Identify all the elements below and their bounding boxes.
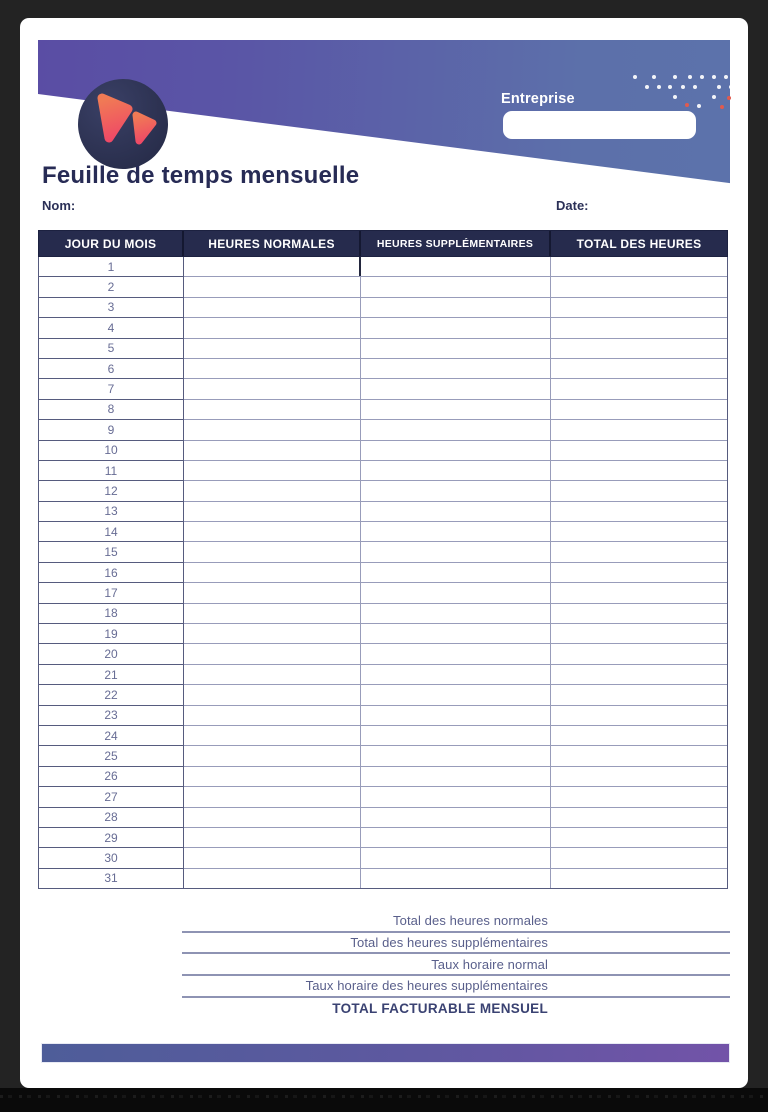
- day-number-cell: 9: [39, 420, 184, 440]
- day-number-cell: 2: [39, 277, 184, 297]
- total-hours-cell[interactable]: [551, 441, 727, 460]
- table-row: [39, 848, 727, 868]
- normal-hours-cell[interactable]: [184, 665, 361, 684]
- table-row: [39, 359, 727, 379]
- day-number-cell: 25: [39, 746, 184, 766]
- total-hours-cell[interactable]: [551, 563, 727, 582]
- overtime-hours-cell[interactable]: [361, 583, 551, 602]
- decor-dot: [633, 75, 637, 79]
- overtime-hours-cell[interactable]: [361, 277, 551, 296]
- table-row: [39, 746, 727, 766]
- day-number-cell: 30: [39, 848, 184, 868]
- decor-dot: [685, 103, 689, 107]
- total-hours-cell[interactable]: [551, 828, 727, 847]
- day-number-cell: 27: [39, 787, 184, 807]
- summary-label: Taux horaire normal: [431, 956, 548, 972]
- total-hours-cell[interactable]: [551, 339, 727, 358]
- overtime-hours-cell[interactable]: [361, 706, 551, 725]
- normal-hours-cell[interactable]: [184, 298, 361, 317]
- overtime-hours-cell[interactable]: [361, 400, 551, 419]
- normal-hours-cell[interactable]: [184, 359, 361, 378]
- footer-gradient-bar: [42, 1044, 729, 1062]
- table-row: [39, 522, 727, 542]
- decor-dot: [652, 75, 656, 79]
- overtime-hours-cell[interactable]: [361, 318, 551, 337]
- table-row: [39, 339, 727, 359]
- table-row: [39, 441, 727, 461]
- timesheet-table: [38, 230, 728, 889]
- company-input[interactable]: [503, 111, 696, 139]
- total-hours-cell[interactable]: [551, 359, 727, 378]
- table-row: [39, 767, 727, 787]
- table-row: [39, 685, 727, 705]
- decor-dot: [724, 75, 728, 79]
- decor-dot: [681, 85, 685, 89]
- day-number-cell: 19: [39, 624, 184, 644]
- table-row: [39, 563, 727, 583]
- normal-hours-cell[interactable]: [184, 277, 361, 296]
- total-hours-cell[interactable]: [551, 257, 727, 276]
- normal-hours-cell[interactable]: [184, 685, 361, 704]
- overtime-hours-cell[interactable]: [361, 563, 551, 582]
- decor-dot: [693, 85, 697, 89]
- column-header: HEURES SUPPLÉMENTAIRES: [361, 231, 551, 256]
- total-hours-cell[interactable]: [551, 318, 727, 337]
- summary-row: [182, 976, 730, 998]
- column-header: TOTAL DES HEURES: [576, 236, 702, 251]
- day-number-cell: 4: [39, 318, 184, 338]
- day-number-cell: 14: [39, 522, 184, 542]
- overtime-hours-cell[interactable]: [361, 869, 551, 888]
- decor-dot: [717, 85, 721, 89]
- total-hours-cell[interactable]: [551, 604, 727, 623]
- normal-hours-cell[interactable]: [184, 461, 361, 480]
- overtime-hours-cell[interactable]: [361, 767, 551, 786]
- day-number-cell: 8: [39, 400, 184, 420]
- day-number-cell: 17: [39, 583, 184, 603]
- day-number-cell: 5: [39, 339, 184, 359]
- total-hours-cell[interactable]: [551, 420, 727, 439]
- day-number-cell: 16: [39, 563, 184, 583]
- summary-row: [182, 954, 730, 976]
- normal-hours-cell[interactable]: [184, 583, 361, 602]
- day-number-cell: 31: [39, 869, 184, 889]
- table-row: [39, 665, 727, 685]
- normal-hours-cell[interactable]: [184, 522, 361, 541]
- decor-dot: [700, 75, 704, 79]
- normal-hours-cell[interactable]: [184, 339, 361, 358]
- table-row: [39, 420, 727, 440]
- table-row: [39, 624, 727, 644]
- overtime-hours-cell[interactable]: [361, 808, 551, 827]
- decor-dot: [697, 104, 701, 108]
- normal-hours-cell[interactable]: [184, 502, 361, 521]
- viewer-bottom-strip: [0, 1088, 768, 1112]
- normal-hours-cell[interactable]: [184, 848, 361, 867]
- day-number-cell: 18: [39, 604, 184, 624]
- summary-value-area[interactable]: [548, 911, 730, 931]
- brand-logo-icon: [78, 79, 168, 169]
- summary-row: [182, 998, 730, 1020]
- summary-label: TOTAL FACTURABLE MENSUEL: [332, 1001, 548, 1017]
- table-row: [39, 277, 727, 297]
- total-hours-cell[interactable]: [551, 848, 727, 867]
- decor-dot: [712, 95, 716, 99]
- decor-dot: [645, 85, 649, 89]
- overtime-hours-cell[interactable]: [361, 502, 551, 521]
- table-row: [39, 481, 727, 501]
- total-hours-cell[interactable]: [551, 298, 727, 317]
- column-header: JOUR DU MOIS: [39, 231, 184, 256]
- normal-hours-cell[interactable]: [184, 257, 361, 276]
- day-number-cell: 7: [39, 379, 184, 399]
- overtime-hours-cell[interactable]: [361, 257, 551, 276]
- table-row: [39, 726, 727, 746]
- total-hours-cell[interactable]: [551, 583, 727, 602]
- page-title: Feuille de temps mensuelle: [42, 162, 360, 189]
- name-label: Nom:: [42, 198, 76, 213]
- total-hours-cell[interactable]: [551, 808, 727, 827]
- normal-hours-cell[interactable]: [184, 400, 361, 419]
- total-hours-cell[interactable]: [551, 767, 727, 786]
- decor-dot: [657, 85, 661, 89]
- table-row: [39, 787, 727, 807]
- summary-row: [182, 933, 730, 955]
- total-hours-cell[interactable]: [551, 400, 727, 419]
- normal-hours-cell[interactable]: [184, 869, 361, 888]
- overtime-hours-cell[interactable]: [361, 604, 551, 623]
- decor-dot: [673, 75, 677, 79]
- normal-hours-cell[interactable]: [184, 318, 361, 337]
- total-hours-cell[interactable]: [551, 277, 727, 296]
- normal-hours-cell[interactable]: [184, 563, 361, 582]
- overtime-hours-cell[interactable]: [361, 481, 551, 500]
- overtime-hours-cell[interactable]: [361, 787, 551, 806]
- decor-dot: [729, 85, 733, 89]
- overtime-hours-cell[interactable]: [361, 644, 551, 663]
- table-row: [39, 869, 727, 888]
- normal-hours-cell[interactable]: [184, 481, 361, 500]
- overtime-hours-cell[interactable]: [361, 298, 551, 317]
- overtime-hours-cell[interactable]: [361, 624, 551, 643]
- decor-dot: [688, 75, 692, 79]
- table-row: [39, 542, 727, 562]
- day-number-cell: 23: [39, 706, 184, 726]
- day-number-cell: 15: [39, 542, 184, 562]
- total-hours-cell[interactable]: [551, 481, 727, 500]
- total-hours-cell[interactable]: [551, 665, 727, 684]
- day-number-cell: 22: [39, 685, 184, 705]
- total-hours-cell[interactable]: [551, 379, 727, 398]
- summary-value-area[interactable]: [548, 976, 730, 996]
- day-number-cell: 13: [39, 502, 184, 522]
- table-row: [39, 298, 727, 318]
- day-number-cell: 6: [39, 359, 184, 379]
- summary-label: Total des heures normales: [393, 913, 548, 929]
- total-hours-cell[interactable]: [551, 746, 727, 765]
- normal-hours-cell[interactable]: [184, 542, 361, 561]
- decor-dot: [673, 95, 677, 99]
- normal-hours-cell[interactable]: [184, 746, 361, 765]
- total-hours-cell[interactable]: [551, 522, 727, 541]
- normal-hours-cell[interactable]: [184, 441, 361, 460]
- day-number-cell: 29: [39, 828, 184, 848]
- total-hours-cell[interactable]: [551, 726, 727, 745]
- overtime-hours-cell[interactable]: [361, 339, 551, 358]
- normal-hours-cell[interactable]: [184, 706, 361, 725]
- summary-label: Total des heures supplémentaires: [350, 935, 548, 951]
- table-row: [39, 379, 727, 399]
- overtime-hours-cell[interactable]: [361, 828, 551, 847]
- table-row: [39, 604, 727, 624]
- day-number-cell: 28: [39, 808, 184, 828]
- table-body: [38, 257, 728, 889]
- total-hours-cell[interactable]: [551, 461, 727, 480]
- total-hours-cell[interactable]: [551, 502, 727, 521]
- company-label: Entreprise: [501, 91, 575, 107]
- summary-section: [182, 911, 730, 1019]
- total-hours-cell[interactable]: [551, 644, 727, 663]
- day-number-cell: 20: [39, 644, 184, 664]
- total-hours-cell[interactable]: [551, 869, 727, 888]
- normal-hours-cell[interactable]: [184, 808, 361, 827]
- table-row: [39, 583, 727, 603]
- day-number-cell: 21: [39, 665, 184, 685]
- total-hours-cell[interactable]: [551, 685, 727, 704]
- table-row: [39, 808, 727, 828]
- overtime-hours-cell[interactable]: [361, 420, 551, 439]
- day-number-cell: 12: [39, 481, 184, 501]
- summary-value-area[interactable]: [548, 954, 730, 974]
- overtime-hours-cell[interactable]: [361, 746, 551, 765]
- column-header: HEURES NORMALES: [184, 231, 361, 256]
- decor-dot: [727, 96, 731, 100]
- summary-label: Taux horaire des heures supplémentaires: [305, 978, 548, 994]
- total-hours-cell[interactable]: [551, 542, 727, 561]
- table-row: [39, 257, 727, 277]
- overtime-hours-cell[interactable]: [361, 542, 551, 561]
- overtime-hours-cell[interactable]: [361, 441, 551, 460]
- summary-value-area[interactable]: [548, 933, 730, 953]
- normal-hours-cell[interactable]: [184, 767, 361, 786]
- decor-dot: [668, 85, 672, 89]
- table-row: [39, 461, 727, 481]
- table-row: [39, 706, 727, 726]
- summary-value-area[interactable]: [548, 998, 730, 1020]
- overtime-hours-cell[interactable]: [361, 522, 551, 541]
- day-number-cell: 3: [39, 298, 184, 318]
- normal-hours-cell[interactable]: [184, 624, 361, 643]
- day-number-cell: 10: [39, 441, 184, 461]
- table-row: [39, 318, 727, 338]
- overtime-hours-cell[interactable]: [361, 685, 551, 704]
- document-page: [20, 18, 748, 1088]
- normal-hours-cell[interactable]: [184, 604, 361, 623]
- total-hours-cell[interactable]: [551, 624, 727, 643]
- total-hours-cell[interactable]: [551, 787, 727, 806]
- day-number-cell: 26: [39, 767, 184, 787]
- overtime-hours-cell[interactable]: [361, 379, 551, 398]
- table-header-row: [38, 230, 728, 257]
- table-row: [39, 828, 727, 848]
- overtime-hours-cell[interactable]: [361, 359, 551, 378]
- decor-dot: [712, 75, 716, 79]
- normal-hours-cell[interactable]: [184, 828, 361, 847]
- day-number-cell: 24: [39, 726, 184, 746]
- table-row: [39, 400, 727, 420]
- overtime-hours-cell[interactable]: [361, 848, 551, 867]
- date-label: Date:: [556, 198, 589, 213]
- table-row: [39, 502, 727, 522]
- normal-hours-cell[interactable]: [184, 726, 361, 745]
- normal-hours-cell[interactable]: [184, 379, 361, 398]
- decor-dot: [720, 105, 724, 109]
- day-number-cell: 1: [39, 257, 184, 277]
- normal-hours-cell[interactable]: [184, 787, 361, 806]
- overtime-hours-cell[interactable]: [361, 726, 551, 745]
- summary-row: [182, 911, 730, 933]
- normal-hours-cell[interactable]: [184, 644, 361, 663]
- overtime-hours-cell[interactable]: [361, 461, 551, 480]
- normal-hours-cell[interactable]: [184, 420, 361, 439]
- overtime-hours-cell[interactable]: [361, 665, 551, 684]
- table-row: [39, 644, 727, 664]
- day-number-cell: 11: [39, 461, 184, 481]
- total-hours-cell[interactable]: [551, 706, 727, 725]
